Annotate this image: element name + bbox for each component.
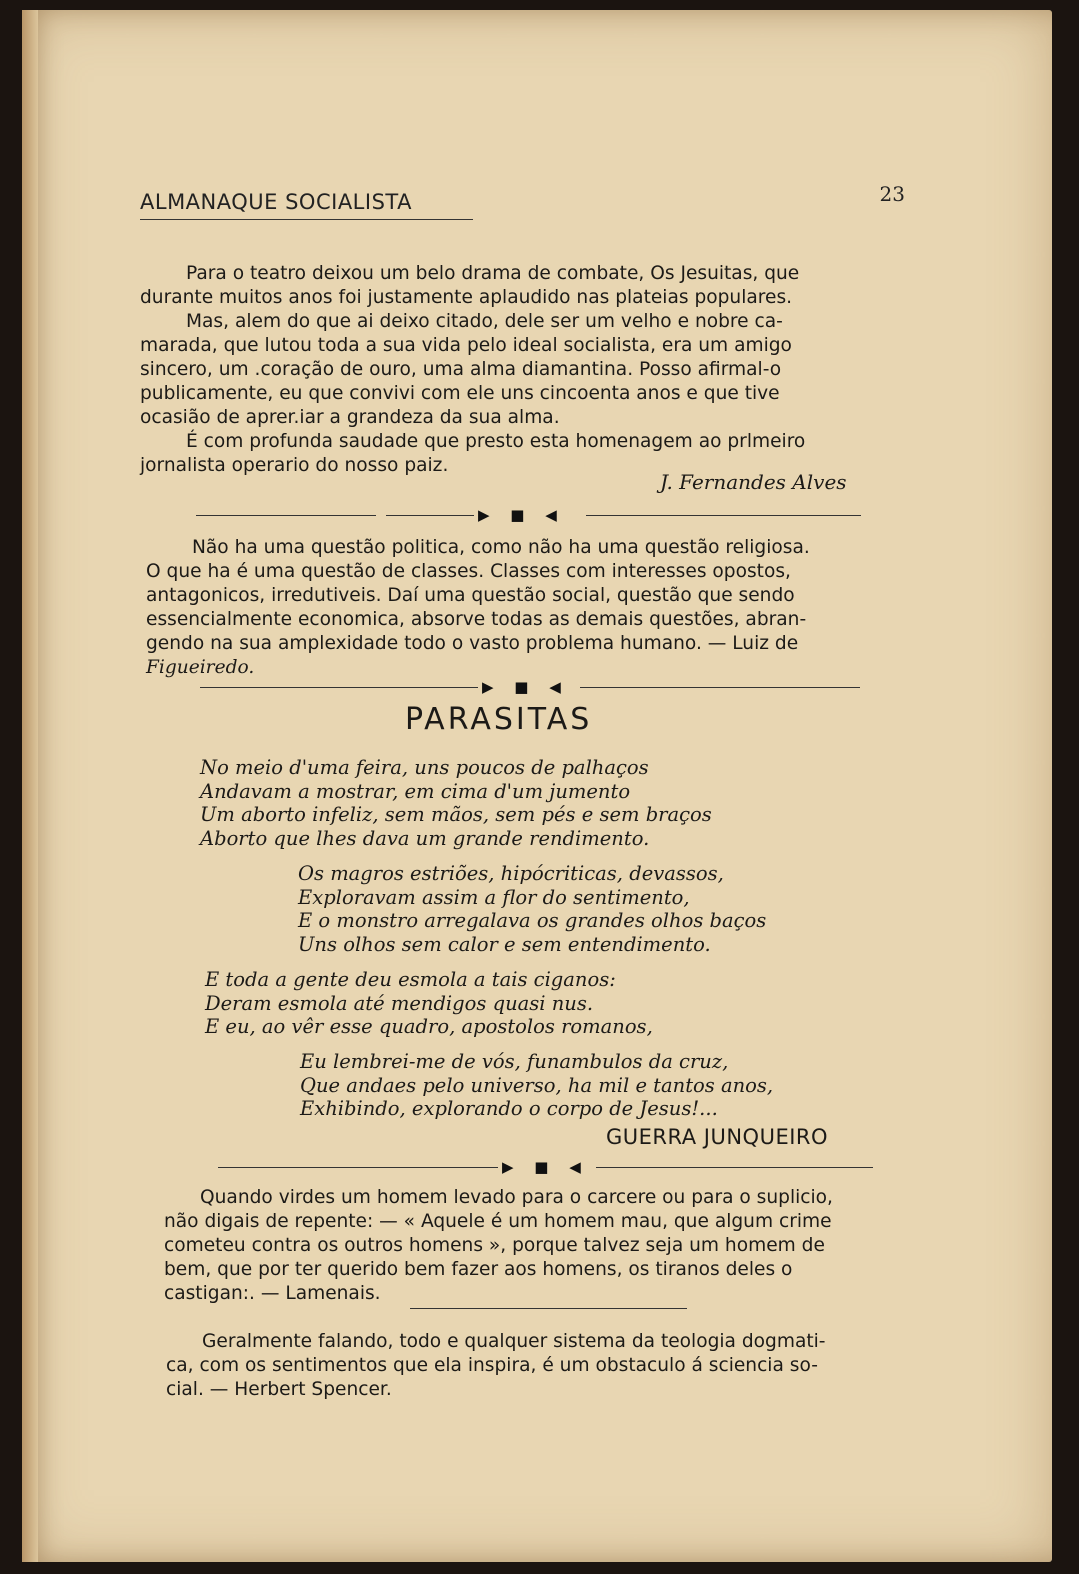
publication-title: ALMANAQUE SOCIALISTA [140, 190, 412, 214]
divider-ornament: ▶ ■ ◀ [482, 678, 569, 696]
poem-author: GUERRA JUNQUEIRO [606, 1125, 829, 1149]
verse-line: No meio d'uma feira, uns poucos de palhaços [200, 756, 649, 779]
divider-ornament: ▶ ■ ◀ [478, 506, 565, 524]
text-line: cial. — Herbert Spencer. [166, 1379, 392, 1400]
text-line: Mas, alem do que ai deixo citado, dele ser um velho e nobre ca- [186, 311, 783, 332]
quote-paragraph [164, 1186, 934, 1306]
separator-rule [410, 1308, 687, 1309]
verse-line: Andavam a mostrar, em cima d'um jumento [200, 779, 631, 803]
text-line: cometeu contra os outros homens », porque talvez seja um homem de [164, 1235, 825, 1256]
divider-ornament: ▶ ■ ◀ [502, 1158, 589, 1176]
page-binding-edge [22, 10, 38, 1562]
text-line: essencialmente economica, absorve todas as demais questões, abran- [146, 609, 807, 630]
verse-line: E eu, ao vêr esse quadro, apostolos romanos, [205, 1015, 653, 1038]
text-line: Geralmente falando, todo e qualquer sistema da teologia dogmati- [202, 1331, 826, 1352]
text-line: castigan:. — Lamenais. [164, 1283, 381, 1304]
text-line: publicamente, eu que convivi com ele uns cincoenta anos e que tive [140, 383, 780, 404]
verse-line: Exploravam assim a flor do sentimento, [298, 885, 690, 909]
section-divider [200, 678, 860, 698]
text-line: bem, que por ter querido bem fazer aos homens, os tiranos deles o [164, 1259, 793, 1280]
verse-line: Deram esmola até mendigos quasi nus. [205, 991, 594, 1015]
verse-line: Eu lembrei-me de vós, funambulos da cruz, [300, 1050, 729, 1073]
verse-line: Que andaes pelo universo, ha mil e tantos anos, [300, 1073, 774, 1097]
tribute-paragraph [140, 262, 910, 478]
text-line: sincero, um .coração de ouro, uma alma diamantina. Posso afirmal-o [140, 359, 782, 380]
verse-line: Um aborto infeliz, sem mãos, sem pés e sem braços [200, 803, 712, 826]
text-line: Não ha uma questão politica, como não ha uma questão religiosa. [192, 537, 810, 558]
quote-paragraph [166, 1330, 936, 1402]
verse-line: E toda a gente deu esmola a tais ciganos: [205, 968, 616, 991]
text-line: O que ha é uma questão de classes. Classes com interesses opostos, [146, 561, 791, 582]
text-line: ocasião de aprer.iar a grandeza da sua alma. [140, 407, 560, 428]
poem-stanza [205, 968, 653, 1039]
page-number: 23 [879, 182, 905, 206]
running-header [140, 182, 905, 226]
text-line: Para o teatro deixou um belo drama de combate, Os Jesuitas, que [186, 263, 800, 284]
section-divider [218, 1158, 873, 1178]
verse-line: Os magros estriões, hipócriticas, devassos, [298, 862, 724, 885]
text-line: marada, que lutou toda a sua vida pelo ideal socialista, era um amigo [140, 335, 792, 356]
poem-stanza [298, 862, 766, 956]
section-divider [196, 506, 866, 526]
signature: J. Fernandes Alves [660, 470, 847, 494]
text-line: ca, com os sentimentos que ela inspira, é um obstaculo á sciencia so- [166, 1355, 818, 1376]
verse-line: E o monstro arregalava os grandes olhos baços [298, 909, 767, 932]
verse-line: Aborto que lhes dava um grande rendimento. [200, 826, 650, 850]
quote-paragraph [146, 536, 936, 680]
text-line: não digais de repente: — « Aquele é um homem mau, que algum crime [164, 1211, 832, 1232]
verse-line: Exhibindo, explorando o corpo de Jesus!... [300, 1097, 718, 1120]
text-line: Quando virdes um homem levado para o carcere ou para o suplicio, [200, 1187, 833, 1208]
text-line: durante muitos anos foi justamente aplaudido nas plateias populares. [140, 287, 793, 308]
text-line: gendo na sua amplexidade todo o vasto problema humano. — Luiz de [146, 633, 799, 654]
poem-stanza [300, 1050, 773, 1121]
verse-line: Uns olhos sem calor e sem entendimento. [298, 932, 711, 956]
text-line: antagonicos, irredutiveis. Daí uma questão social, questão que sendo [146, 585, 795, 606]
header-underline [140, 219, 473, 220]
text-line: jornalista operario do nosso paiz. [140, 455, 449, 476]
poem-stanza [200, 756, 712, 850]
poem-title: PARASITAS [405, 702, 593, 737]
text-line: É com profunda saudade que presto esta homenagem ao prlmeiro [186, 431, 806, 452]
text-line: Figueiredo. [146, 657, 255, 678]
